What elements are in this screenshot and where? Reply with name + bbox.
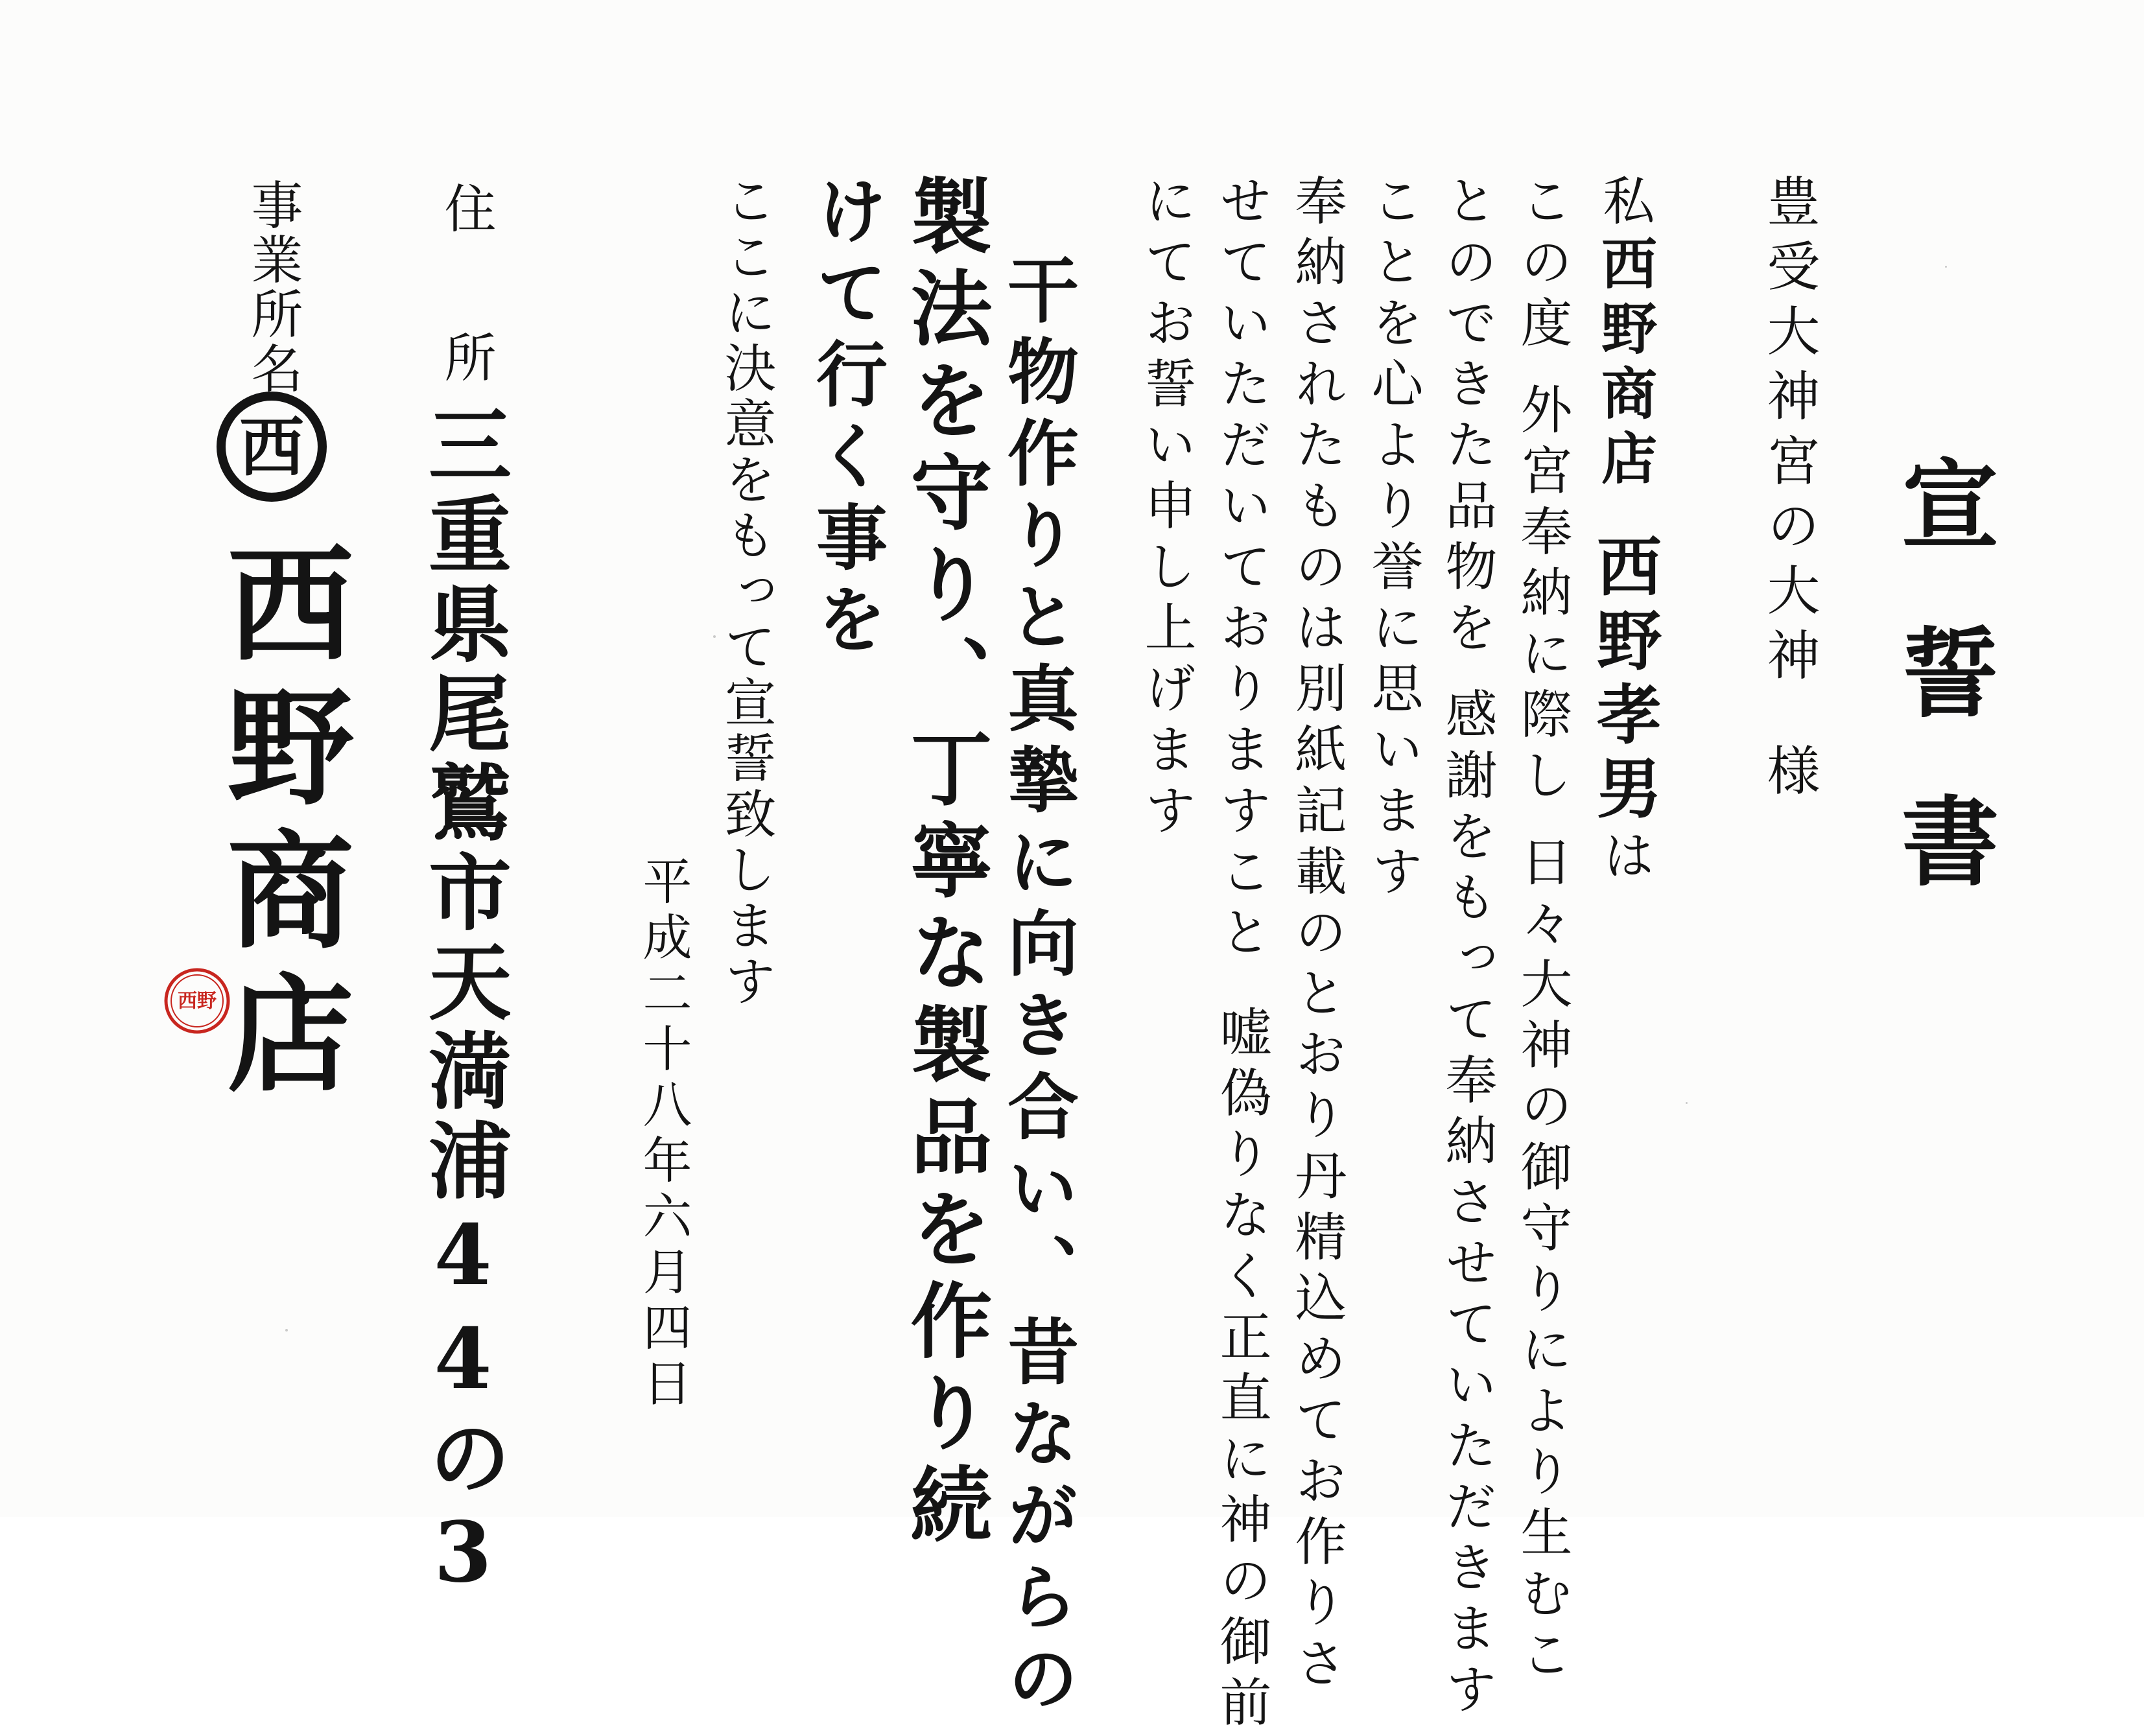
business-label: 事業所名 [242,178,303,396]
address-label-1: 住 [436,182,496,242]
scan-speck [1945,266,1947,268]
body-line-7: にてお誓い申し上げます [1136,174,1196,844]
owner-name: 西野孝男 [1586,533,1662,828]
body-line-5: 奉納されたものは別紙記載のとおり丹精込めてお作りさ [1286,174,1347,1697]
closing-line: ここに決意をもって宣誓致します [716,174,776,1010]
document-title: 宣誓書 [1885,454,1999,959]
body-line-4: ことを心より誉に思います [1363,174,1423,905]
addressee-name: 豊受大神宮の大神 [1758,174,1820,692]
address-value: 三重県尾鷲市天満浦44の3 [414,402,512,1608]
pledge-line-2: 製法を守り、丁寧な製品を作り続 [897,174,993,1554]
seal-text: 西野 [178,990,217,1013]
addressee-honorific: 様 [1758,743,1820,808]
scan-speck [713,635,716,638]
pledge-line-1: 干物作りと真摯に向き合い、昔ながらの [996,253,1079,1723]
addressee [1758,174,1820,808]
pledge-line-3: けて行く事を [805,174,888,664]
business-name: 西野商店 [206,538,355,1111]
body-line-2: この度外宮奉納に際し日々大神の御守りにより生むこ [1512,174,1572,1688]
scan-speck [285,1329,288,1331]
date-line: 平成二十八年六月四日 [635,856,692,1413]
body-line-1: 私西野商店西野孝男は [1586,174,1662,889]
body-line-3: とのできた品物を感謝をもって奉納させていただきます [1437,174,1497,1723]
shop-name: 西野商店 [1592,235,1657,494]
body-line-6: せていただいておりますこと嘘偽りなく正直に神の御前 [1211,174,1271,1736]
logo-char: 西 [239,409,304,486]
maru-nishi-logo-icon [214,389,329,504]
address-label-2: 所 [436,331,496,392]
scan-speck [1686,1102,1688,1104]
nishino-red-seal-icon [161,965,233,1037]
